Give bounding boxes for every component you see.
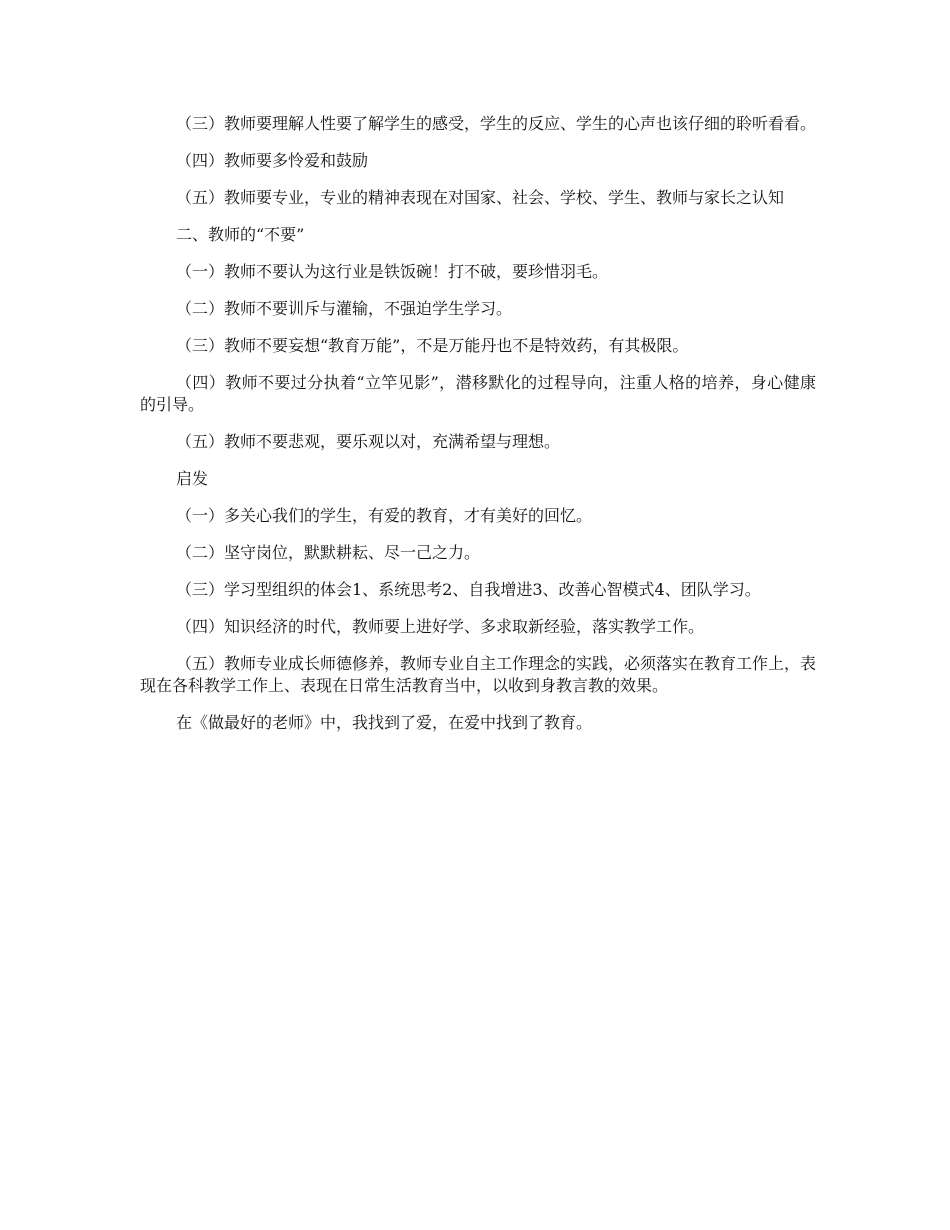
paragraph-dont-education-omnipotent: （三）教师不要妄想“教育万能”，不是万能丹也不是特效药，有其极限。 — [176, 336, 689, 355]
document-body — [140, 113, 816, 749]
paragraph-teacher-care-encourage: （四）教师要多怜爱和鼓励 — [176, 151, 369, 170]
paragraph-dont-iron-rice-bowl: （一）教师不要认为这行业是铁饭碗！打不破，要珍惜羽毛。 — [176, 262, 609, 281]
section-heading-inspiration: 启发 — [176, 469, 209, 488]
paragraph-dont-scold: （二）教师不要训斥与灌输，不强迫学生学习。 — [176, 299, 513, 318]
paragraph-dont-instant-results: （四）教师不要过分执着“立竿见影”，潜移默化的过程导向，注重人格的培养，身心健康的引导。 — [140, 373, 816, 414]
paragraph-stick-to-post: （二）坚守岗位，默默耕耘、尽一己之力。 — [176, 543, 481, 562]
section-heading-teacher-donts: 二、教师的“不要” — [176, 225, 305, 244]
paragraph-care-students: （一）多关心我们的学生，有爱的教育，才有美好的回忆。 — [176, 506, 593, 525]
paragraph-learning-organization: （三）学习型组织的体会1、系统思考2、自我增进3、改善心智模式4、团队学习。 — [176, 580, 761, 599]
paragraph-knowledge-economy: （四）知识经济的时代，教师要上进好学、多求取新经验，落实教学工作。 — [176, 617, 705, 636]
paragraph-dont-pessimistic: （五）教师不要悲观，要乐观以对，充满希望与理想。 — [176, 432, 561, 451]
paragraph-teacher-understand-students: （三）教师要理解人性要了解学生的感受，学生的反应、学生的心声也该仔细的聆听看看。 — [176, 114, 817, 133]
paragraph-professional-growth: （五）教师专业成长师德修养，教师专业自主工作理念的实践，必须落实在教育工作上，表现在各科教学工作上、表现在日常生活教育当中，以收到身教言教的效果。 — [140, 654, 817, 695]
paragraph-conclusion: 在《做最好的老师》中，我找到了爱，在爱中找到了教育。 — [176, 713, 593, 732]
paragraph-teacher-professional: （五）教师要专业，专业的精神表现在对国家、社会、学校、学生、教师与家长之认知 — [176, 188, 785, 207]
